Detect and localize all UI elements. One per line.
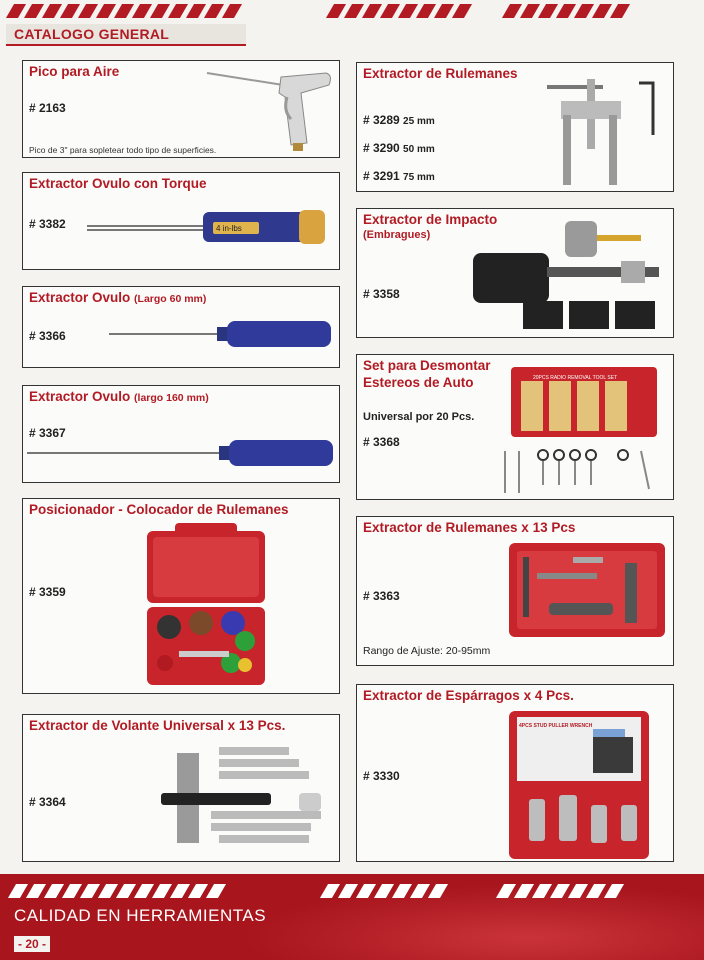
product-subtitle: (Embragues) bbox=[363, 229, 431, 241]
footer-stripes-left bbox=[12, 884, 222, 898]
flywheel-puller-image bbox=[151, 741, 341, 859]
product-code: # 3364 bbox=[29, 795, 66, 809]
product-code: # 3358 bbox=[363, 287, 400, 301]
product-title: Extractor Ovulo (largo 160 mm) bbox=[29, 389, 209, 404]
product-card-ovulo-torque[interactable] bbox=[22, 172, 340, 270]
product-card-pico-aire[interactable] bbox=[22, 60, 340, 158]
product-card-impacto[interactable] bbox=[356, 208, 674, 338]
product-code: # 3367 bbox=[29, 426, 66, 440]
product-card-ovulo-60[interactable] bbox=[22, 286, 340, 368]
product-title: Pico para Aire bbox=[29, 64, 120, 79]
stud-puller-case-image bbox=[509, 711, 649, 859]
footer-stripes-right bbox=[500, 884, 620, 898]
product-title: Extractor de Impacto bbox=[363, 212, 498, 227]
screwdriver-image bbox=[109, 317, 349, 351]
product-note: Rango de Ajuste: 20-95mm bbox=[363, 645, 491, 657]
bearing-extractor-case-image bbox=[509, 543, 665, 637]
product-title: Extractor Ovulo con Torque bbox=[29, 176, 207, 191]
page-number: - 20 - bbox=[14, 936, 50, 952]
product-card-rulemanes[interactable] bbox=[356, 62, 674, 192]
product-card-volante[interactable] bbox=[22, 714, 340, 862]
product-code: # 3289 25 mm bbox=[363, 113, 435, 127]
product-title-line2: Estereos de Auto bbox=[363, 375, 474, 390]
product-note: Pico de 3" para sopletear todo tipo de superficies. bbox=[29, 145, 217, 155]
catalog-title: CATALOGO GENERAL bbox=[6, 24, 246, 46]
air-blow-gun-image bbox=[201, 63, 341, 153]
product-title: Extractor de Rulemanes x 13 Pcs bbox=[363, 520, 576, 535]
product-size: (Largo 60 mm) bbox=[134, 293, 207, 305]
product-card-estereos[interactable] bbox=[356, 354, 674, 500]
top-stripes-right bbox=[506, 4, 626, 18]
radio-removal-kit-image bbox=[501, 367, 661, 497]
product-card-ovulo-160[interactable] bbox=[22, 385, 340, 483]
product-code: # 2163 bbox=[29, 101, 66, 115]
product-code: # 3368 bbox=[363, 435, 400, 449]
product-code: # 3363 bbox=[363, 589, 400, 603]
product-title: Extractor de Volante Universal x 13 Pcs. bbox=[29, 718, 286, 733]
product-code: # 3330 bbox=[363, 769, 400, 783]
product-title: Set para Desmontar bbox=[363, 358, 491, 373]
product-description: Universal por 20 Pcs. bbox=[363, 411, 475, 423]
product-title: Extractor de Espárragos x 4 Pcs. bbox=[363, 688, 574, 703]
product-title: Extractor Ovulo (Largo 60 mm) bbox=[29, 290, 207, 305]
product-code: # 3382 bbox=[29, 217, 66, 231]
product-code: # 3366 bbox=[29, 329, 66, 343]
footer-stripes-middle bbox=[324, 884, 444, 898]
product-code: # 3359 bbox=[29, 585, 66, 599]
product-title: Posicionador - Colocador de Rulemanes bbox=[29, 502, 289, 517]
kit-case-label: 20PCS RADIO REMOVAL TOOL SET bbox=[533, 375, 618, 381]
product-card-esparragos[interactable] bbox=[356, 684, 674, 862]
top-stripes-left bbox=[10, 4, 238, 18]
product-code: # 3290 50 mm bbox=[363, 141, 435, 155]
product-card-posicionador[interactable] bbox=[22, 498, 340, 694]
product-card-rulemanes-13[interactable] bbox=[356, 516, 674, 666]
bearing-puller-image bbox=[543, 75, 663, 187]
case-label: 4PCS STUD PULLER WRENCH bbox=[519, 723, 593, 729]
torque-screwdriver-image bbox=[87, 208, 327, 248]
slide-hammer-image bbox=[473, 215, 669, 335]
bearing-installer-case-image bbox=[145, 523, 267, 687]
top-stripes-middle bbox=[330, 4, 468, 18]
product-title: Extractor de Rulemanes bbox=[363, 66, 518, 81]
torque-label: 4 in-lbs bbox=[216, 224, 242, 233]
product-size: (largo 160 mm) bbox=[134, 392, 209, 404]
footer-title: CALIDAD EN HERRAMIENTAS bbox=[14, 906, 267, 925]
product-code: # 3291 75 mm bbox=[363, 169, 435, 183]
long-screwdriver-image bbox=[27, 436, 337, 470]
